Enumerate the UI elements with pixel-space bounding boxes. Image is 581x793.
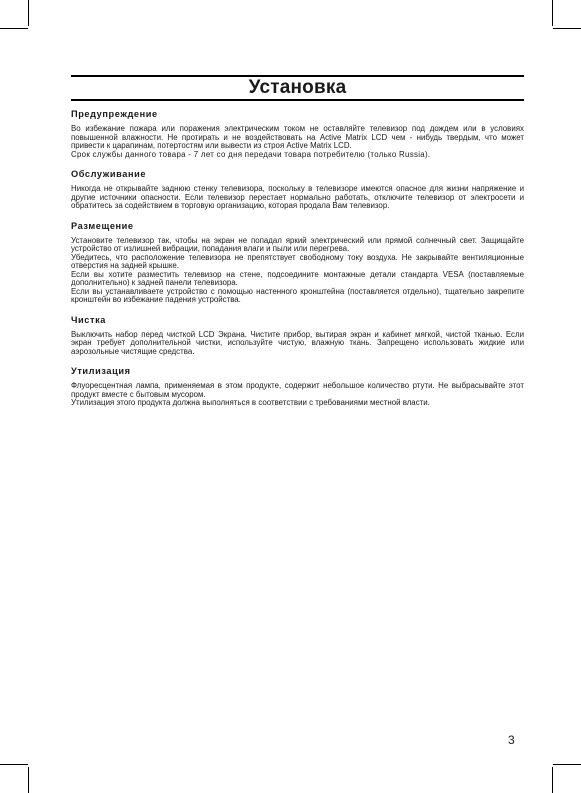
- paragraph: Утилизация этого продукта должна выполняться в соответствии с требованиями местной власти.: [71, 398, 430, 407]
- paragraph: Во избежание пожара или поражения электрическим током не оставляйте телевизор под дождем или в условиях повышенной влажности. Не протирать и не воздействовать на Active Matrix LCD чем - нибудь твердым, что может привести к царапинам, потертостям или вывести из строя Active Matrix LCD.: [71, 124, 524, 150]
- section-disposal: [71, 365, 524, 408]
- page-title: Установка: [248, 77, 347, 98]
- crop-mark-bottom-right-v: [552, 767, 553, 793]
- paragraph: Если вы хотите разместить телевизор на стене, подсоедините монтажные детали стандарта VESA (поставляемые дополнительно) к задней панели телевизора.: [71, 269, 524, 287]
- paragraph: Срок службы данного товара - 7 лет со дня передачи товара потребителю (только Russia).: [71, 149, 431, 159]
- crop-mark-bottom-left-h: [0, 764, 28, 765]
- section-placement: [71, 220, 524, 305]
- paragraph: Установите телевизор так, чтобы на экран не попадал яркий электрический или прямой солнечный свет. Защищайте устройство от излишней вибрации, попадания влаги и пыли или перегрева.: [71, 235, 524, 253]
- section-heading-disposal: Утилизация: [71, 366, 131, 376]
- paragraph: Никогда не открывайте заднюю стенку телевизора, поскольку в телевизоре имеются опасное для жизни напряжение и другие источники опасности. Если телевизор перестает нормально работать, отключите телевизор от электросети и обратитесь за содействием в торговую организацию, которая продала Вам телевизор.: [71, 184, 524, 210]
- crop-mark-top-left-h: [0, 28, 28, 29]
- crop-mark-top-right-v: [552, 0, 553, 26]
- document-body: [71, 108, 524, 417]
- section-heading-cleaning: Чистка: [71, 314, 107, 325]
- crop-mark-top-left-v: [28, 0, 29, 26]
- section-warning: [71, 108, 524, 159]
- section-maintenance: [71, 168, 524, 211]
- page-number: 3: [508, 733, 515, 747]
- section-heading-maintenance: Обслуживание: [71, 169, 147, 179]
- paragraph: Убедитесь, что расположение телевизора не препятствует свободному току воздуха. Не закрывайте вентиляционные отверстия на задней крышке.: [71, 252, 524, 270]
- crop-mark-top-right-h: [553, 28, 581, 29]
- paragraph: Флуоресцентная лампа, применяемая в этом продукте, содержит небольшое количество ртути. Не выбрасывайте этот продукт вместе с бытовым мусором.: [71, 381, 524, 399]
- crop-mark-bottom-right-h: [553, 764, 581, 765]
- paragraph: Выключить набор перед чисткой LCD Экрана. Чистите прибор, вытирая экран и кабинет мягкой, чистой тканью. Если экран требует дополнительной чистки, используйте чистую, влажную ткань. Запрещено использовать жидкие или аэрозольные чистящие средства.: [71, 329, 524, 356]
- section-heading-warning: Предупреждение: [71, 109, 158, 119]
- section-cleaning: [71, 314, 524, 357]
- crop-mark-bottom-left-v: [28, 767, 29, 793]
- section-heading-placement: Размещение: [71, 220, 134, 231]
- paragraph: Если вы устанавливаете устройство с помощью настенного кронштейна (поставляется отдельно), тщательно закрепите кронштейн во избежание падения устройства.: [71, 286, 524, 304]
- page-title-bar: [71, 75, 524, 101]
